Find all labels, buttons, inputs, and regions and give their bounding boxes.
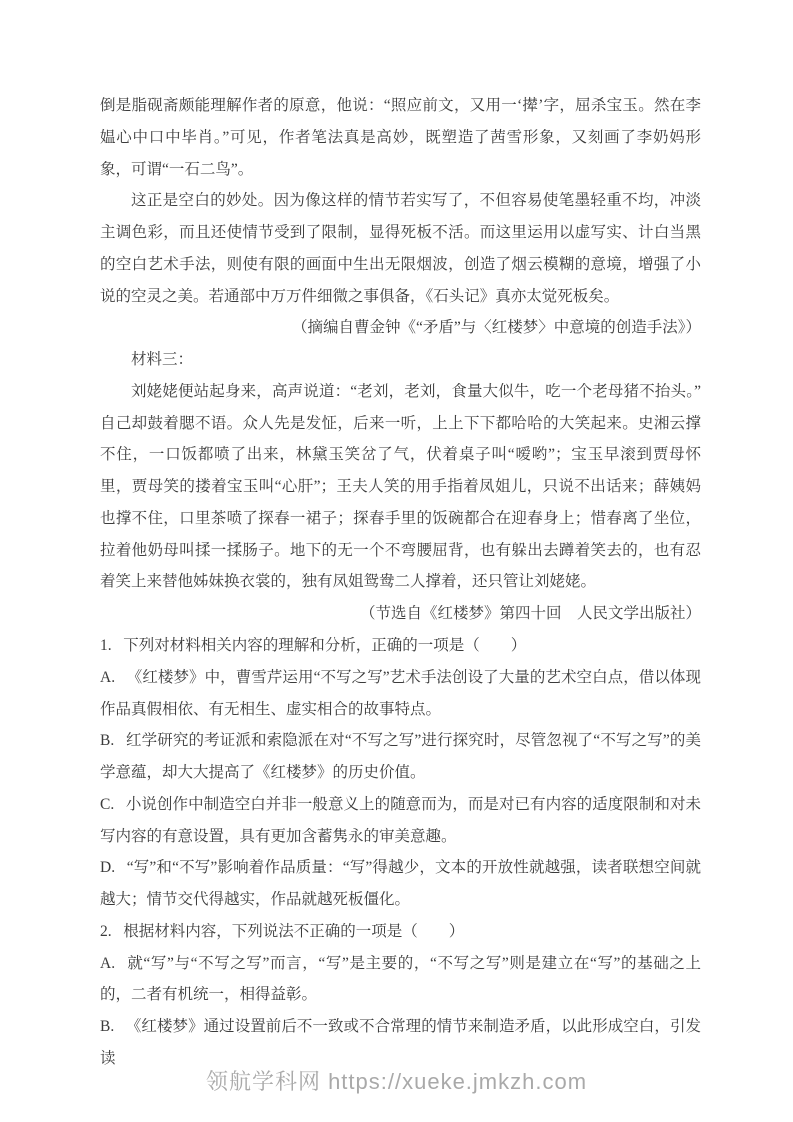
question-2-option-a [100, 948, 701, 1012]
option-letter: B. [100, 1018, 115, 1036]
material3-paragraph: 刘姥姥便站起身来，高声说道：“老刘，老刘，食量大似牛，吃一个老母猪不抬头。”自己却鼓着腮不语。众人先是发怔，后来一听，上上下下都哈哈的大笑起来。史湘云撑不住，一口饭都喷了出来，林黛玉笑岔了气，伏着桌子叫“嗳哟”；宝玉早滚到贾母怀里，贾母笑的搂着宝玉叫“心肝”；王夫人笑的用手指着凤姐儿，只说不出话来；薛姨妈也撑不住，口里茶喷了探春一裙子；探春手里的饭碗都合在迎春身上；惜春离了坐位，拉着他奶母叫揉一揉肠子。地下的无一个不弯腰屈背，也有躲出去蹲着笑去的，也有忍着笑上来替他姊妹换衣裳的，独有凤姐鸳鸯二人撑着，还只管让刘姥姥。 [100, 382, 701, 591]
question-1-option-b [100, 725, 701, 789]
question-1-option-d [100, 852, 701, 916]
option-letter: A. [100, 668, 116, 686]
question-1-stem: 下列对材料相关内容的理解和分析，正确的一项是（ ） [123, 637, 527, 655]
option-letter: A. [100, 954, 116, 972]
option-text: 《红楼梦》中，曹雪芹运用“不写之写”艺术手法创设了大量的艺术空白点，借以体现作品真假相依、有无相生、虚实相合的故事特点。 [100, 668, 701, 718]
site-watermark: 领航学科网 https://xueke.jmkzh.com [205, 1068, 588, 1094]
option-letter: C. [100, 795, 115, 813]
question-1-option-a [100, 662, 701, 726]
option-text: 红学研究的考证派和索隐派在对“不写之写”进行探究时，尽管忽视了“不写之写”的美学意蕴，却大大提高了《红楼梦》的历史价值。 [100, 732, 701, 782]
option-text: “写”和“不写”影响着作品质量：“写”得越少，文本的开放性就越强，读者联想空间就越大；情节交代得越实，作品就越死板僵化。 [100, 859, 701, 909]
option-text: 就“写”与“不写之写”而言，“写”是主要的，“不写之写”则是建立在“写”的基础之上的，二者有机统一，相得益彰。 [100, 954, 701, 1004]
question-2-stem: 根据材料内容，下列说法不正确的一项是（ ） [123, 922, 465, 940]
question-2 [100, 916, 701, 948]
question-1-option-c [100, 789, 701, 853]
material2-paragraph-blank-art: 这正是空白的妙处。因为像这样的情节若实写了，不但容易使笔墨轻重不均，冲淡主调色彩，而且还使情节受到了限制，显得死板不活。而这里运用以虚写实、计白当黑的空白艺术手法，则使有限的画面中生出无限烟波，创造了烟云模糊的意境，增强了小说的空灵之美。若通部中万万件细微之事俱备，《石头记》真亦太觉死板矣。 [100, 192, 701, 305]
question-1 [100, 630, 701, 662]
question-2-number: 2. [100, 922, 112, 940]
material3-attribution: （节选自《红楼梦》第四十回 人民文学出版社） [359, 605, 701, 623]
material2-attribution: （摘编自曹金钟《“矛盾”与〈红楼梦〉中意境的创造手法》） [291, 319, 701, 337]
option-text: 《红楼梦》通过设置前后不一致或不合常理的情节来制造矛盾，以此形成空白，引发读 [100, 1018, 701, 1067]
option-letter: D. [100, 859, 116, 877]
material3-label: 材料三： [131, 351, 194, 369]
option-letter: B. [100, 732, 115, 750]
material2-paragraph-continuation: 倒是脂砚斋颇能理解作者的原意，他说：“照应前文，又用一‘撵’字，屈杀宝玉。然在李媪心中口中毕肖。”可见，作者笔法真是高妙，既塑造了茜雪形象，又刻画了李奶妈形象，可谓“一石二鸟”。 [100, 97, 701, 178]
option-text: 小说创作中制造空白并非一般意义上的随意而为，而是对已有内容的适度限制和对未写内容的有意设置，具有更加含蓄隽永的审美意趣。 [100, 795, 701, 845]
question-1-number: 1. [100, 637, 112, 655]
